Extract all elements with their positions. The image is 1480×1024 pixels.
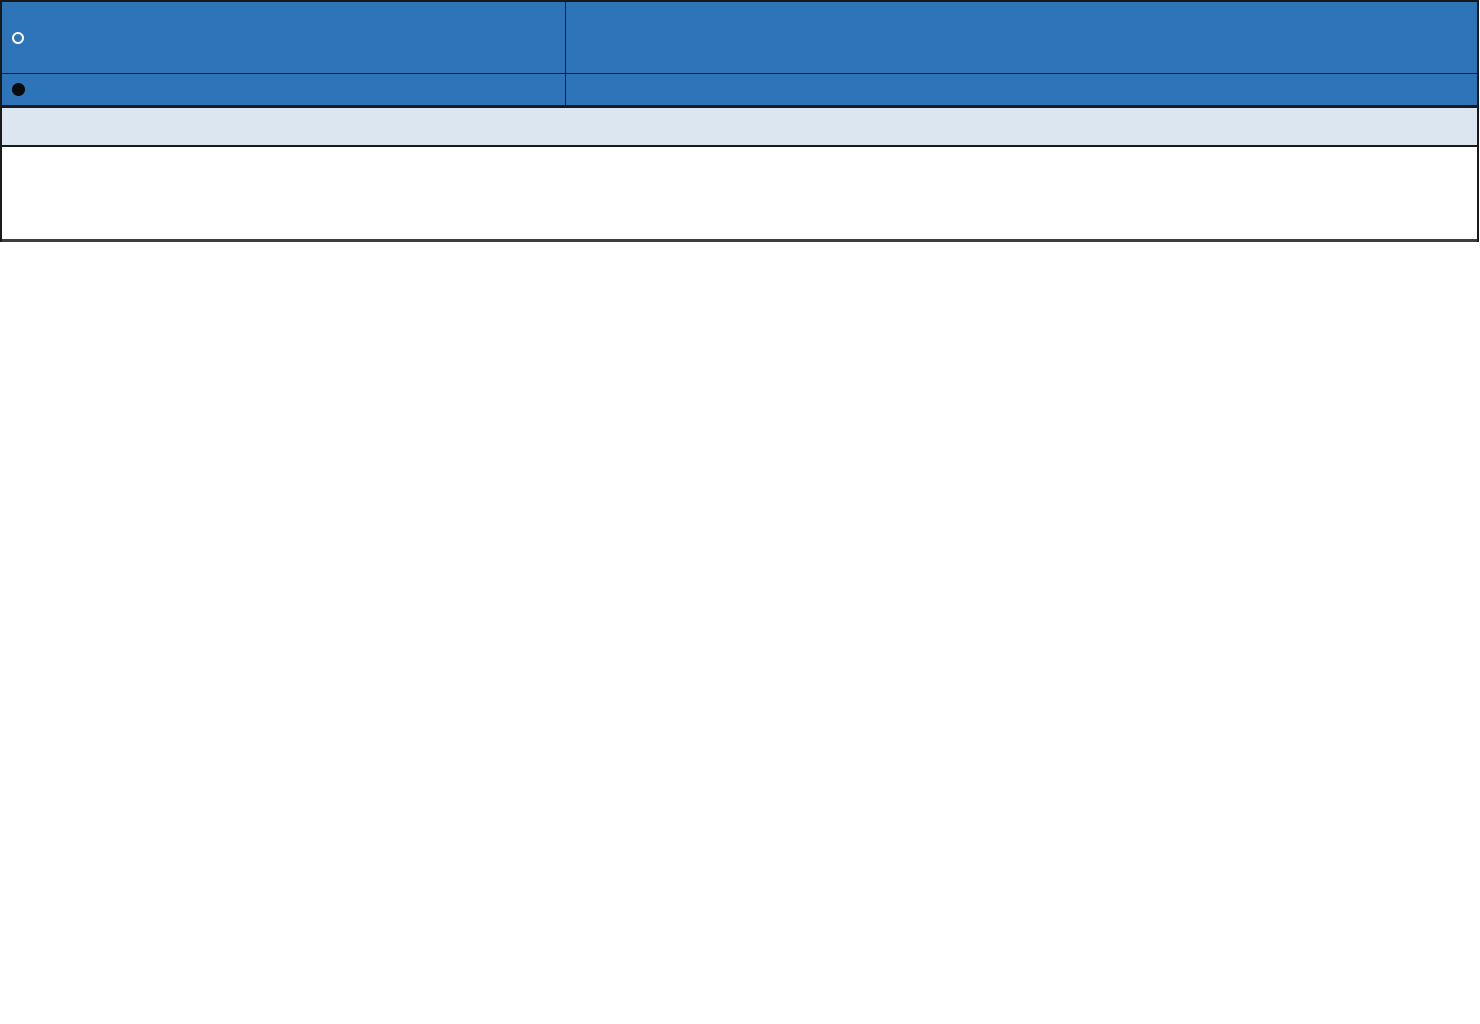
footnotes	[2, 147, 1477, 242]
header-row-year	[2, 74, 1477, 107]
open-circle-icon	[12, 32, 24, 44]
section-header	[2, 107, 1477, 147]
maintenance-schedule-table	[0, 0, 1479, 242]
header-row-km	[2, 2, 1477, 74]
header-year-unit	[566, 74, 651, 105]
header-replace-label-cell	[2, 74, 566, 105]
header-inspect-label-cell	[2, 2, 566, 73]
header-km-unit	[566, 2, 651, 73]
filled-circle-icon	[12, 83, 25, 96]
